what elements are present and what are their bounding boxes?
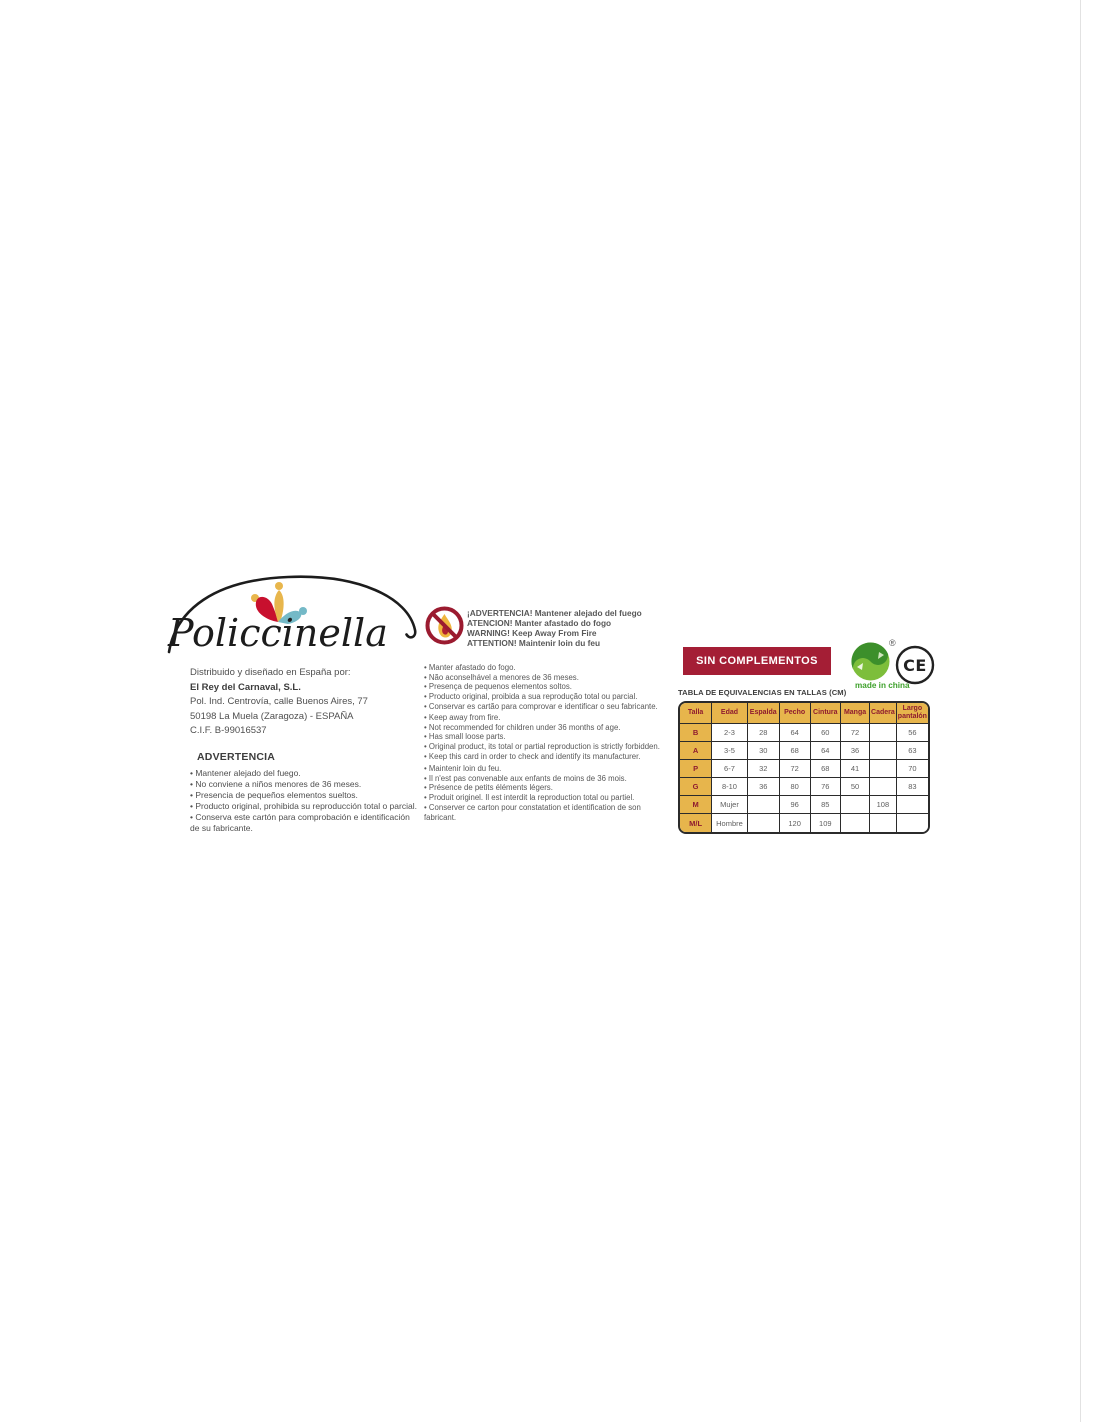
- size-cell-talla: M/L: [680, 814, 712, 832]
- size-cell: 32: [748, 760, 780, 778]
- list-item: • Não aconselhável a menores de 36 meses.: [424, 673, 672, 683]
- size-cell: 108: [870, 796, 897, 814]
- distributor-company: El Rey del Carnaval, S.L.: [190, 681, 301, 693]
- size-cell: 72: [841, 724, 870, 742]
- size-cell: [870, 724, 897, 742]
- size-cell: [870, 778, 897, 796]
- size-cell: [748, 796, 780, 814]
- warnings-en-list: [424, 713, 672, 762]
- list-item: • Produit originel. Il est interdit la reproduction total ou partiel.: [424, 793, 672, 803]
- advertencia-title: ADVERTENCIA: [197, 751, 276, 763]
- warning-line-en: WARNING! Keep Away From Fire: [467, 627, 597, 638]
- brand-script-text: Policcinella: [168, 611, 388, 655]
- size-table-header-row: [680, 703, 928, 724]
- size-cell: 41: [841, 760, 870, 778]
- size-table-header-cell: Largo pantalón: [897, 703, 928, 724]
- size-cell-talla: P: [680, 760, 712, 778]
- size-table-header-cell: Espalda: [748, 703, 780, 724]
- size-cell: 76: [811, 778, 841, 796]
- size-cell: 3-5: [712, 742, 748, 760]
- brand-logo: [166, 570, 422, 666]
- distributor-block: [190, 666, 422, 739]
- size-table-header-cell: Cintura: [811, 703, 841, 724]
- list-item: • Keep this card in order to check and identify its manufacturer.: [424, 752, 672, 762]
- size-cell: 120: [780, 814, 811, 832]
- size-cell: [841, 814, 870, 832]
- size-cell: 109: [811, 814, 841, 832]
- table-row: [680, 742, 928, 760]
- registered-trademark-symbol: ®: [889, 638, 896, 648]
- size-table-header-cell: Manga: [841, 703, 870, 724]
- list-item: • No conviene a niños menores de 36 meses.: [190, 779, 420, 790]
- size-table-header-cell: Cadera: [870, 703, 897, 724]
- list-item: • Not recommended for children under 36 months of age.: [424, 723, 672, 733]
- table-row: [680, 724, 928, 742]
- list-item: • Maintenir loin du feu.: [424, 764, 672, 774]
- size-cell: 63: [897, 742, 928, 760]
- size-cell: [841, 796, 870, 814]
- size-cell: 64: [811, 742, 841, 760]
- list-item: • Conservar es cartão para comprovar e identificar o seu fabricante.: [424, 702, 672, 712]
- size-cell: 68: [780, 742, 811, 760]
- distributor-address2: 50198 La Muela (Zaragoza) - ESPAÑA: [190, 710, 354, 722]
- size-cell: 36: [748, 778, 780, 796]
- size-cell: [897, 814, 928, 832]
- sin-complementos-banner: SIN COMPLEMENTOS: [683, 647, 831, 675]
- size-cell: 72: [780, 760, 811, 778]
- warning-line-es: ¡ADVERTENCIA! Mantener alejado del fuego: [467, 608, 642, 618]
- distributor-intro: Distribuido y diseñado en España por:: [190, 667, 351, 678]
- distributor-cif: C.I.F. B-99016537: [190, 725, 267, 737]
- warning-header: [467, 609, 677, 649]
- list-item: • Producto original, prohibida su reproducción total o parcial.: [190, 801, 420, 812]
- size-cell: [870, 814, 897, 832]
- size-table-header-cell: Talla: [680, 703, 712, 724]
- size-cell: Mujer: [712, 796, 748, 814]
- size-cell: 6-7: [712, 760, 748, 778]
- size-cell-talla: A: [680, 742, 712, 760]
- green-dot-recycling-icon: [851, 642, 890, 681]
- size-cell: [897, 796, 928, 814]
- warning-line-fr: ATTENTION! Maintenir loin du feu: [467, 637, 601, 648]
- advertencia-list: [190, 768, 420, 834]
- brand-logo-svg: [166, 570, 422, 666]
- list-item: • Présence de petits éléments légers.: [424, 783, 672, 793]
- list-item: • Producto original, proibida a sua reprodução total ou parcial.: [424, 692, 672, 702]
- list-item: • Il n'est pas convenable aux enfants de moins de 36 mois.: [424, 774, 672, 784]
- size-table-header-cell: Edad: [712, 703, 748, 724]
- size-cell: 56: [897, 724, 928, 742]
- size-cell-talla: M: [680, 796, 712, 814]
- size-cell: [748, 814, 780, 832]
- list-item: • Conserver ce carton pour constatation et identification de son fabricant.: [424, 803, 672, 822]
- size-cell-talla: G: [680, 778, 712, 796]
- size-table-header-cell: Pecho: [780, 703, 811, 724]
- table-row: [680, 778, 928, 796]
- list-item: • Mantener alejado del fuego.: [190, 768, 420, 779]
- distributor-address1: Pol. Ind. Centrovía, calle Buenos Aires, 77: [190, 696, 368, 708]
- warnings-fr-list: [424, 764, 672, 822]
- ce-mark-icon: [895, 645, 935, 685]
- size-cell: 83: [897, 778, 928, 796]
- size-cell: [870, 742, 897, 760]
- size-cell: 80: [780, 778, 811, 796]
- size-cell: 8-10: [712, 778, 748, 796]
- size-cell: 96: [780, 796, 811, 814]
- list-item: • Conserva este cartón para comprobación e identificación de su fabricante.: [190, 812, 420, 834]
- size-table-body: [680, 724, 928, 832]
- size-cell-talla: B: [680, 724, 712, 742]
- warnings-pt-list: [424, 663, 672, 712]
- size-table: [678, 701, 930, 834]
- svg-text:CE: CE: [903, 656, 927, 675]
- size-cell: Hombre: [712, 814, 748, 832]
- size-cell: 68: [811, 760, 841, 778]
- made-in-china-label: made in china: [855, 681, 910, 690]
- list-item: • Presencia de pequeños elementos sueltos.: [190, 790, 420, 801]
- size-cell: 60: [811, 724, 841, 742]
- size-cell: [870, 760, 897, 778]
- fire-warning-icon: [424, 605, 465, 646]
- size-cell: 50: [841, 778, 870, 796]
- table-row: [680, 796, 928, 814]
- size-cell: 30: [748, 742, 780, 760]
- list-item: • Presença de pequenos elementos soltos.: [424, 682, 672, 692]
- list-item: • Keep away from fire.: [424, 713, 672, 723]
- table-row: [680, 760, 928, 778]
- size-cell: 28: [748, 724, 780, 742]
- size-cell: 64: [780, 724, 811, 742]
- list-item: • Original product, its total or partial reproduction is strictly forbidden.: [424, 742, 672, 752]
- size-cell: 85: [811, 796, 841, 814]
- size-cell: 36: [841, 742, 870, 760]
- size-cell: 2-3: [712, 724, 748, 742]
- warning-line-pt: ATENCION! Manter afastado do fogo: [467, 617, 612, 628]
- size-table-title: TABLA DE EQUIVALENCIAS EN TALLAS (CM): [678, 688, 847, 697]
- page-edge-divider: [1080, 0, 1081, 1422]
- table-row: [680, 814, 928, 832]
- list-item: • Manter afastado do fogo.: [424, 663, 672, 673]
- size-cell: 70: [897, 760, 928, 778]
- list-item: • Has small loose parts.: [424, 732, 672, 742]
